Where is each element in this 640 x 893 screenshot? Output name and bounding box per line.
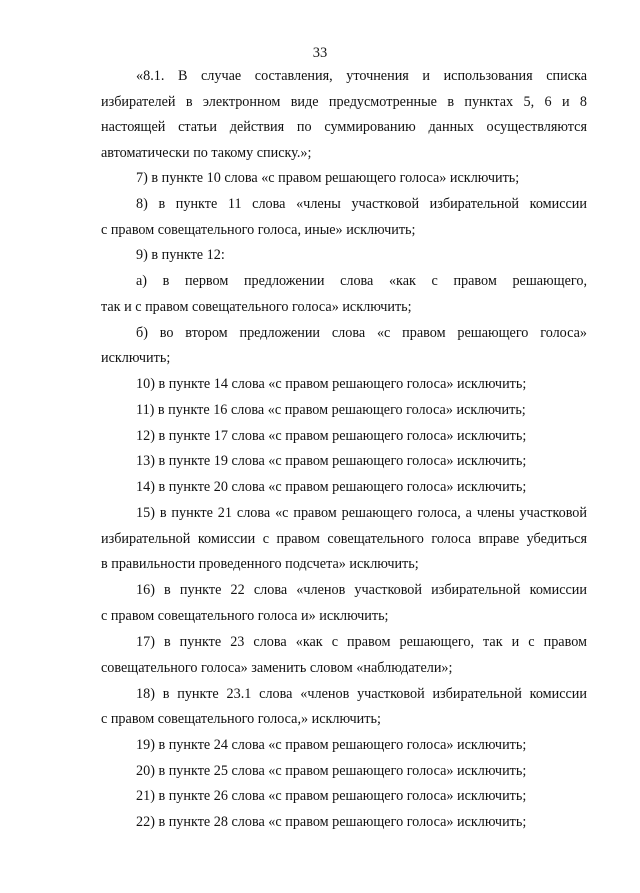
- paragraph-line: 22) в пункте 28 слова «с правом решающего голоса» исключить;: [136, 814, 527, 830]
- paragraph-line: автоматически по такому списку.»;: [101, 145, 312, 161]
- paragraph-line: 21) в пункте 26 слова «с правом решающего голоса» исключить;: [136, 788, 527, 804]
- paragraph-line: настоящей статьи действия по суммированию данных осуществляются: [101, 119, 587, 135]
- paragraph-line: 13) в пункте 19 слова «с правом решающего голоса» исключить;: [136, 453, 527, 469]
- paragraph-line: 9) в пункте 12:: [136, 247, 225, 263]
- paragraph-line: совещательного голоса» заменить словом «наблюдатели»;: [101, 660, 453, 676]
- paragraph-line: с правом совещательного голоса, иные» исключить;: [101, 222, 416, 238]
- paragraph-line: в правильности проведенного подсчета» исключить;: [101, 556, 419, 572]
- paragraph-line: избирательной комиссии с правом совещательного голоса вправе убедиться: [101, 531, 587, 547]
- paragraph-line: 11) в пункте 16 слова «с правом решающего голоса» исключить;: [136, 402, 526, 418]
- paragraph-line: 10) в пункте 14 слова «с правом решающего голоса» исключить;: [136, 376, 527, 392]
- paragraph-line: так и с правом совещательного голоса» исключить;: [101, 299, 412, 315]
- page-number: 33: [312, 45, 328, 61]
- paragraph-line: 15) в пункте 21 слова «с правом решающего голоса, а члены участковой: [136, 505, 587, 521]
- paragraph-line: 20) в пункте 25 слова «с правом решающего голоса» исключить;: [136, 763, 527, 779]
- paragraph-line: «8.1. В случае составления, уточнения и использования списка: [136, 68, 587, 84]
- paragraph-line: 12) в пункте 17 слова «с правом решающего голоса» исключить;: [136, 428, 527, 444]
- paragraph-line: 7) в пункте 10 слова «с правом решающего голоса» исключить;: [136, 170, 520, 186]
- paragraph-line: с правом совещательного голоса,» исключить;: [101, 711, 381, 727]
- paragraph-line: б) во втором предложении слова «с правом решающего голоса»: [136, 325, 587, 341]
- paragraph-line: а) в первом предложении слова «как с правом решающего,: [136, 273, 587, 289]
- paragraph-line: 16) в пункте 22 слова «членов участковой избирательной комиссии: [136, 582, 587, 598]
- paragraph-line: с правом совещательного голоса и» исключить;: [101, 608, 389, 624]
- paragraph-line: 19) в пункте 24 слова «с правом решающего голоса» исключить;: [136, 737, 527, 753]
- paragraph-line: 17) в пункте 23 слова «как с правом решающего, так и с правом: [136, 634, 587, 650]
- paragraph-line: избирателей в электронном виде предусмотренные в пунктах 5, 6 и 8: [101, 94, 587, 110]
- paragraph-line: 14) в пункте 20 слова «с правом решающего голоса» исключить;: [136, 479, 527, 495]
- paragraph-line: 8) в пункте 11 слова «члены участковой избирательной комиссии: [136, 196, 587, 212]
- paragraph-line: 18) в пункте 23.1 слова «членов участковой избирательной комиссии: [136, 686, 587, 702]
- paragraph-line: исключить;: [101, 350, 171, 366]
